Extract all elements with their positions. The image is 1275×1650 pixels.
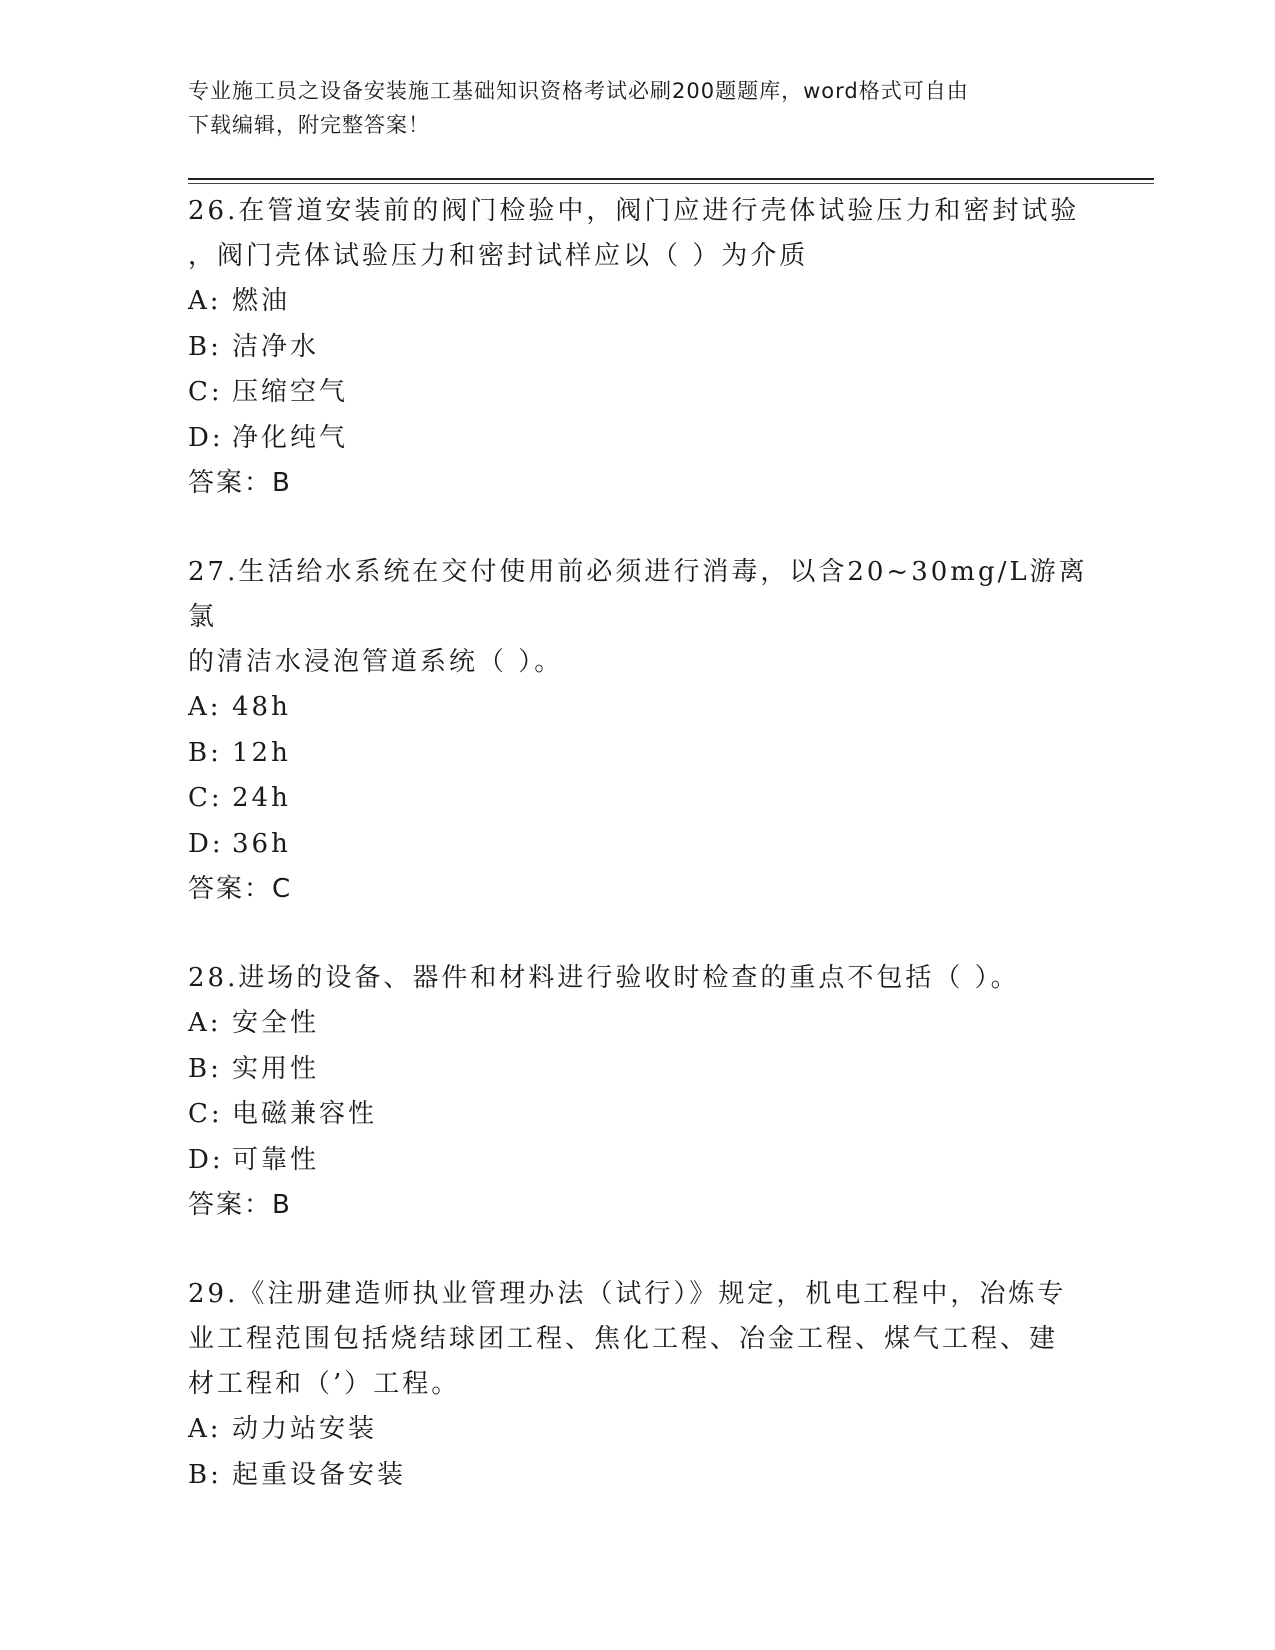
option-a [188, 1001, 1088, 1047]
question-stem-line: 29.《注册建造师执业管理办法（试行）》规定，机电工程中，冶炼专 [188, 1279, 1067, 1309]
option-letter: B: [188, 1053, 222, 1084]
option-letter: C: [188, 1099, 223, 1129]
option-text: 12h [232, 737, 291, 768]
option-text: 实用性 [232, 1053, 320, 1084]
question-stem-line: 27.生活给水系统在交付使用前必须进行消毒，以含20~30mg/L游离氯 [188, 557, 1088, 632]
option-b [188, 325, 1088, 371]
question-27 [188, 550, 1088, 912]
question-stem-line: 业工程范围包括烧结球团工程、焦化工程、冶金工程、煤气工程、建 [188, 1324, 1059, 1354]
question-stem-line: 材工程和（’）工程。 [188, 1369, 461, 1399]
question-stem-line: 26.在管道安装前的阀门检验中，阀门应进行壳体试验压力和密封试验 [188, 196, 1080, 226]
header-line-2: 下载编辑，附完整答案！ [188, 113, 430, 137]
option-text: 24h [232, 783, 291, 813]
option-letter: D: [188, 828, 224, 859]
option-letter: B: [188, 1459, 222, 1490]
option-letter: D: [188, 1144, 224, 1175]
option-a [188, 685, 1088, 731]
header-divider-thick [188, 178, 1154, 180]
option-letter: A: [188, 286, 222, 316]
option-c [188, 370, 1088, 416]
option-letter: A: [188, 1008, 222, 1038]
option-text: 起重设备安装 [232, 1459, 407, 1490]
header-line-1: 专业施工员之设备安装施工基础知识资格考试必刷200题题库，word格式可自由 [188, 79, 969, 103]
option-text: 电磁兼容性 [232, 1099, 378, 1129]
answer-line: 答案：B [188, 1190, 292, 1220]
answer-line: 答案：C [188, 874, 293, 904]
option-text: 动力站安装 [232, 1414, 378, 1444]
option-letter: A: [188, 692, 222, 722]
option-letter: C: [188, 377, 223, 407]
option-text: 压缩空气 [232, 377, 349, 407]
option-letter: B: [188, 331, 222, 362]
option-text: 净化纯气 [232, 422, 349, 453]
question-list [188, 189, 1088, 1542]
option-text: 燃油 [232, 286, 291, 316]
option-c [188, 1092, 1088, 1138]
option-letter: C: [188, 783, 223, 813]
option-text: 可靠性 [232, 1144, 320, 1175]
option-letter: A: [188, 1414, 222, 1444]
option-d [188, 416, 1088, 462]
option-text: 48h [232, 692, 291, 722]
option-b [188, 1453, 1088, 1499]
answer-line: 答案：B [188, 468, 292, 498]
option-c [188, 776, 1088, 822]
question-stem-line: 的清洁水浸泡管道系统（ ）。 [188, 647, 564, 677]
document-header [188, 74, 1088, 142]
question-28 [188, 956, 1088, 1228]
header-divider-thin [188, 183, 1154, 184]
option-text: 安全性 [232, 1008, 320, 1038]
option-letter: B: [188, 737, 222, 768]
question-26 [188, 189, 1088, 506]
option-a [188, 1407, 1088, 1453]
question-stem-line: 28.进场的设备、器件和材料进行验收时检查的重点不包括（ ）。 [188, 963, 1020, 993]
option-text: 洁净水 [232, 331, 320, 362]
option-a [188, 279, 1088, 325]
option-b [188, 731, 1088, 777]
option-d [188, 1138, 1088, 1184]
option-letter: D: [188, 422, 224, 453]
question-29 [188, 1272, 1088, 1498]
option-text: 36h [232, 828, 291, 859]
option-d [188, 822, 1088, 868]
option-b [188, 1047, 1088, 1093]
question-stem-line: ，阀门壳体试验压力和密封试样应以（ ）为介质 [188, 241, 809, 271]
